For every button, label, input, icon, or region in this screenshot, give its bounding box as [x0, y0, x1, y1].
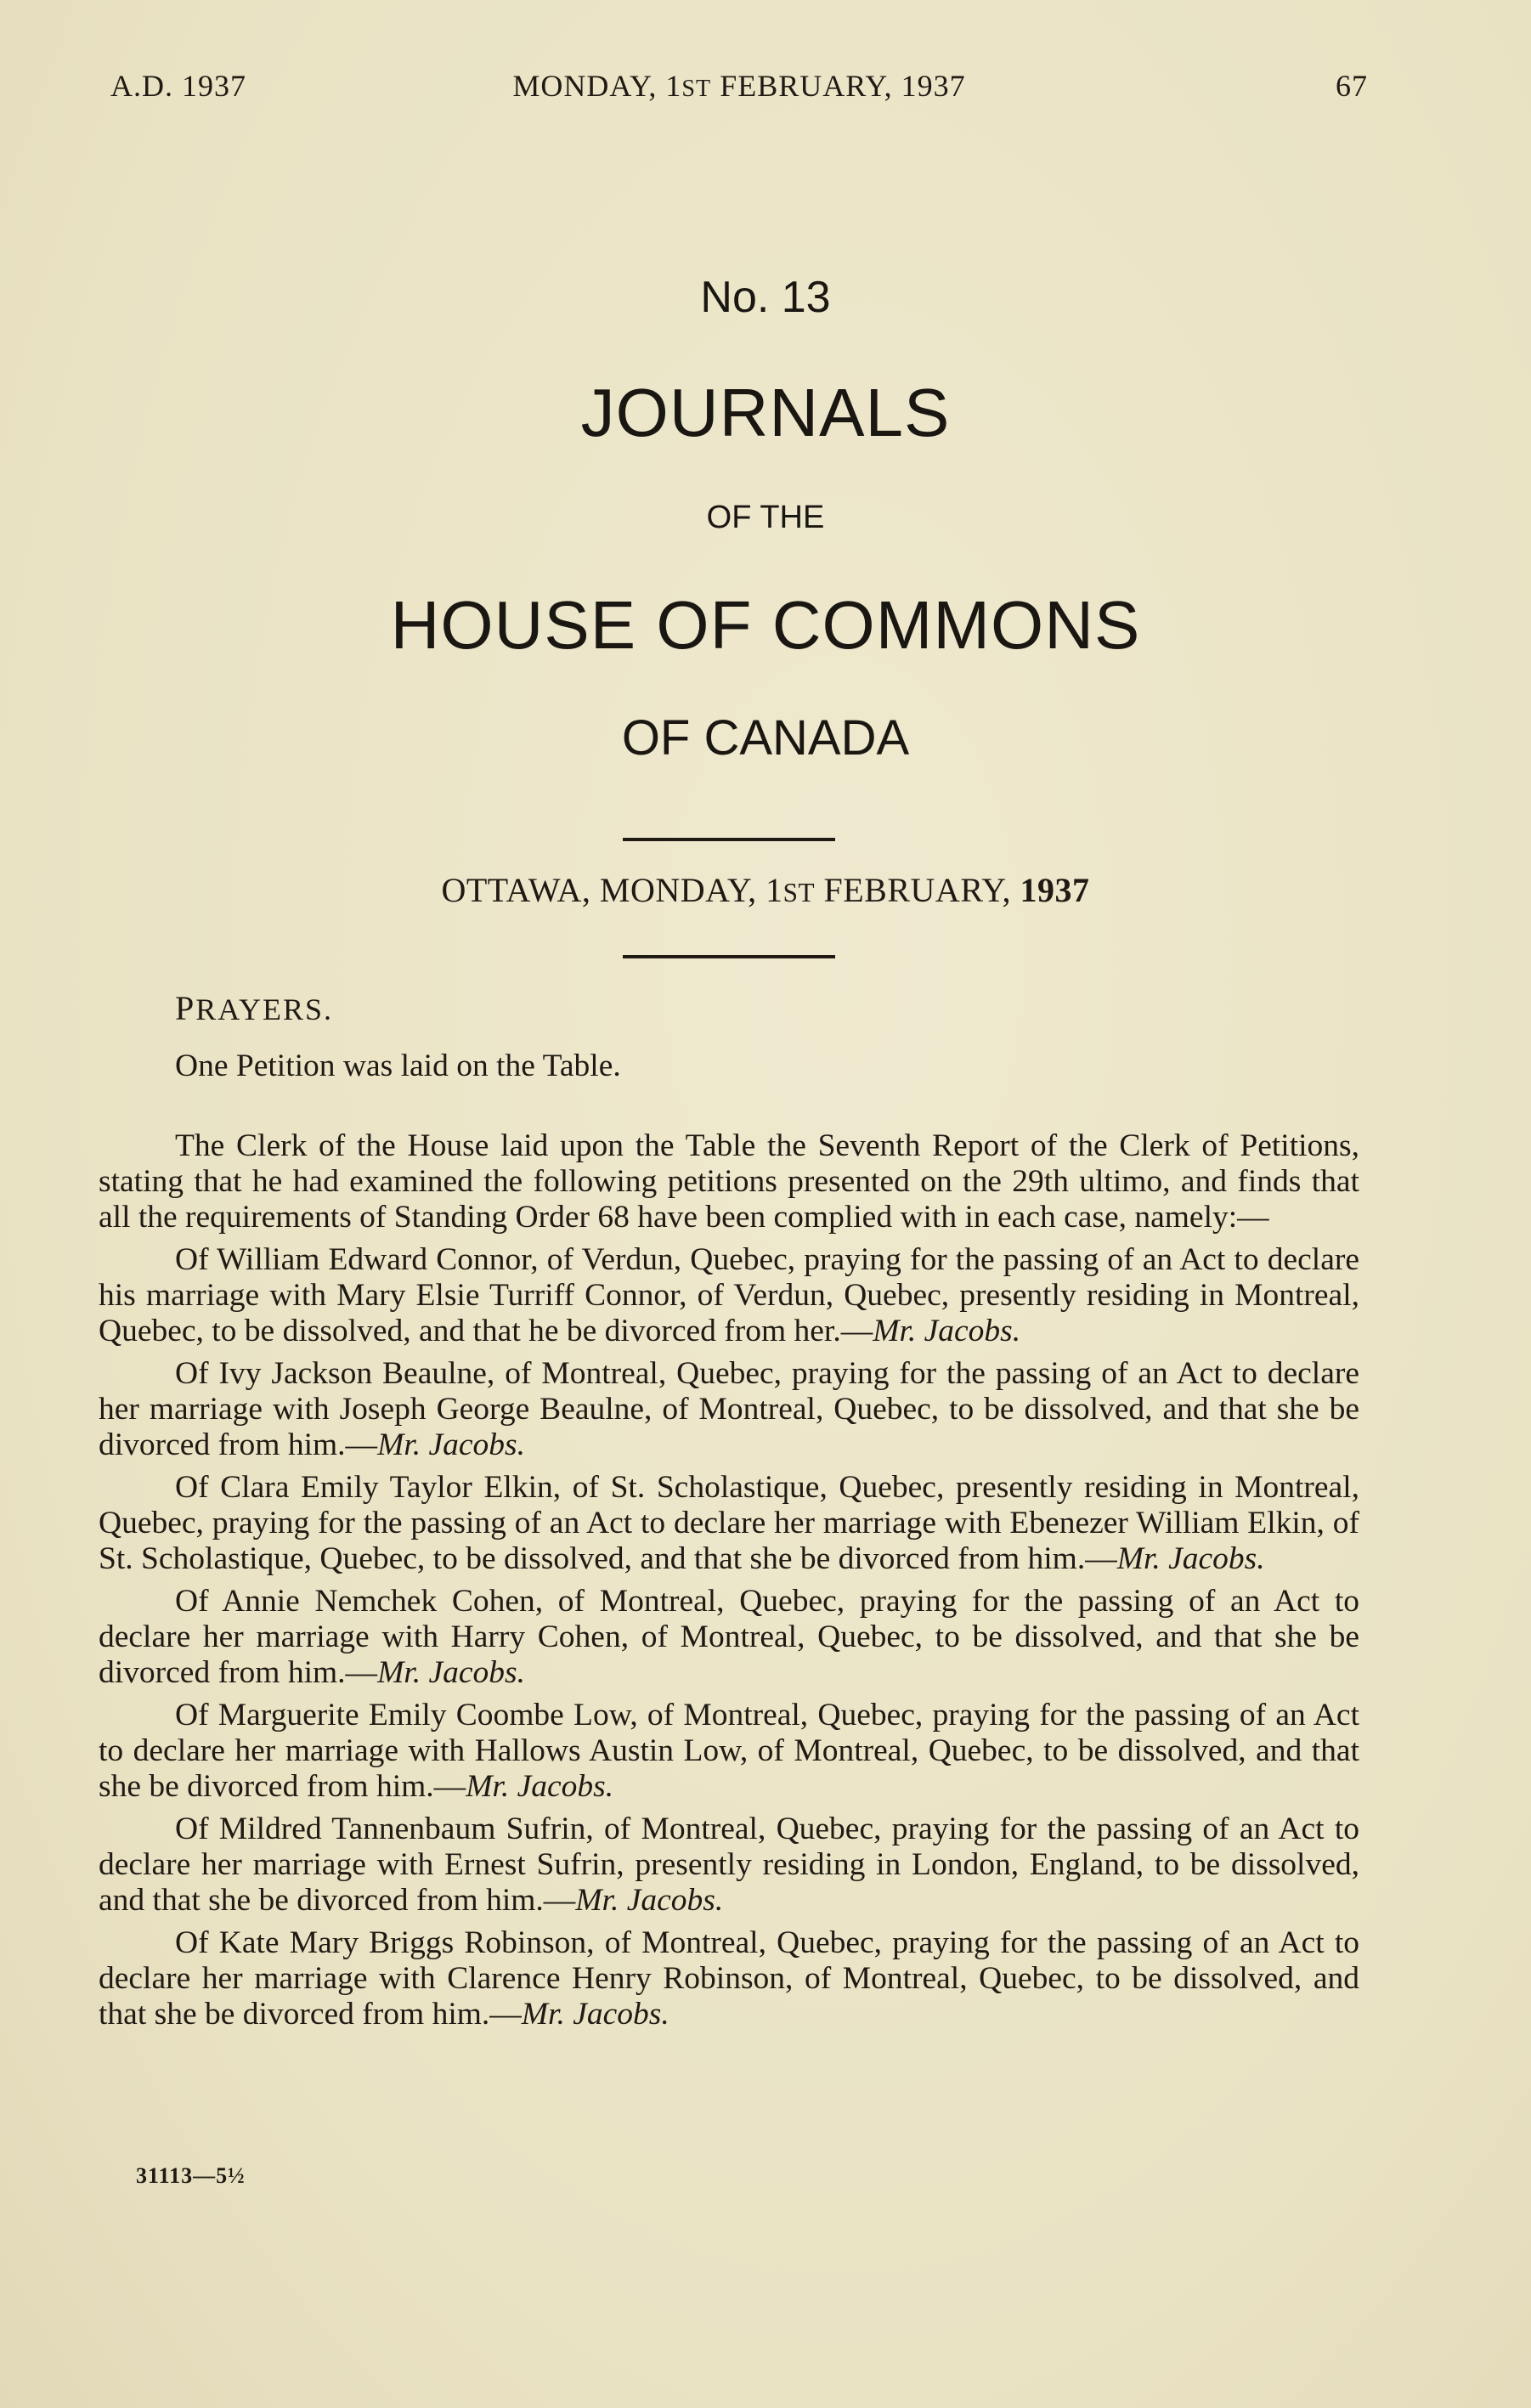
running-head-date: [110, 68, 1368, 104]
running-head-year: A.D. 1937: [110, 69, 246, 103]
petition-text: Of William Edward Connor, of Verdun, Quebec, praying for the passing of an Act to declare his marriage with Mary Elsie Turriff Connor, of Verdun, Quebec, presently residing in Montreal, Quebec, to be dissolved, and that he be divorced from her.—: [99, 1242, 1359, 1348]
clerk-report-paragraph: The Clerk of the House laid upon the Table the Seventh Report of the Clerk of Petitions, stating that he had examined the following petitions presented on the 29th ultimo, and finds that all the requirements of Standing Order 68 have been complied with in each case, namely:—: [99, 1128, 1359, 1235]
issue-number: No. 13: [700, 273, 831, 322]
petition-item: [99, 1812, 1359, 1919]
petition-text: Of Mildred Tannenbaum Sufrin, of Montreal, Quebec, praying for the passing of an Act to declare her marriage with Ernest Sufrin, presently residing in London, England, to be dissolved, and that she be divorced from him.—: [99, 1812, 1359, 1918]
petition-text: Of Annie Nemchek Cohen, of Montreal, Quebec, praying for the passing of an Act to declare her marriage with Harry Cohen, of Montreal, Quebec, to be dissolved, and that she be divorced from him.—: [99, 1584, 1359, 1690]
journal-body: [99, 991, 1359, 2032]
petition-mover: Mr. Jacobs.: [521, 1997, 669, 2032]
prayers-heading: [175, 991, 1359, 1027]
petition-text: Of Kate Mary Briggs Robinson, of Montreal, Quebec, praying for the passing of an Act to declare her marriage with Clarence Henry Robinson, of Montreal, Quebec, to be dissolved, and that she be divorced from him.—: [99, 1925, 1359, 2032]
prayers-heading-initial: P: [175, 989, 196, 1027]
dateline-ordinal: ST: [782, 878, 815, 907]
journal-title-canada: OF CANADA: [621, 710, 910, 766]
petition-item: [99, 1584, 1359, 1691]
page-number: 67: [1336, 69, 1368, 103]
running-head-date-ordinal: ST: [681, 76, 712, 102]
print-signature-code: 31113—5½: [136, 2163, 246, 2188]
petition-item: [99, 1470, 1359, 1577]
petition-laid-paragraph: One Petition was laid on the Table.: [175, 1049, 621, 1083]
petition-item: [99, 1698, 1359, 1805]
dateline-year: 1937: [1020, 871, 1090, 909]
petition-mover: Mr. Jacobs.: [377, 1427, 525, 1462]
petition-mover: Mr. Jacobs.: [377, 1655, 525, 1690]
sitting-dateline: [0, 870, 1531, 910]
running-head-date-suffix: FEBRUARY, 1937: [711, 69, 966, 103]
petition-text: Of Clara Emily Taylor Elkin, of St. Scholastique, Quebec, presently residing in Montreal, Quebec, praying for the passing of an Act to declare her marriage with Ebenezer William Elkin, of St. Scholastique, Quebec, to be dissolved, and that she be divorced from him.—: [99, 1470, 1359, 1576]
dateline-middle: FEBRUARY,: [815, 871, 1020, 909]
petition-text: Of Marguerite Emily Coombe Low, of Montreal, Quebec, praying for the passing of an Act to declare her marriage with Hallows Austin Low, of Montreal, Quebec, to be dissolved, and that she be divorced from him.—: [99, 1698, 1359, 1804]
petition-mover: Mr. Jacobs.: [466, 1769, 614, 1804]
petition-item: [99, 1242, 1359, 1349]
running-head: [110, 68, 1368, 119]
petition-mover: Mr. Jacobs.: [1116, 1541, 1265, 1576]
journal-title-of-the: OF THE: [706, 500, 825, 535]
divider-rule-bottom: [623, 955, 835, 958]
petition-mover: Mr. Jacobs.: [575, 1883, 724, 1918]
petition-mover: Mr. Jacobs.: [873, 1314, 1021, 1348]
petition-item: [99, 1356, 1359, 1463]
journal-title: JOURNALS: [580, 375, 951, 450]
divider-rule-top: [623, 838, 835, 841]
petition-text: Of Ivy Jackson Beaulne, of Montreal, Quebec, praying for the passing of an Act to declare her marriage with Joseph George Beaulne, of Montreal, Quebec, to be dissolved, and that she be divorced from him.—: [99, 1356, 1359, 1462]
prayers-heading-rest: RAYERS.: [195, 992, 333, 1026]
journal-title-house: HOUSE OF COMMONS: [390, 587, 1141, 663]
running-head-date-prefix: MONDAY, 1: [512, 69, 682, 103]
dateline-prefix: OTTAWA, MONDAY, 1: [441, 871, 783, 909]
petition-item: [99, 1925, 1359, 2032]
